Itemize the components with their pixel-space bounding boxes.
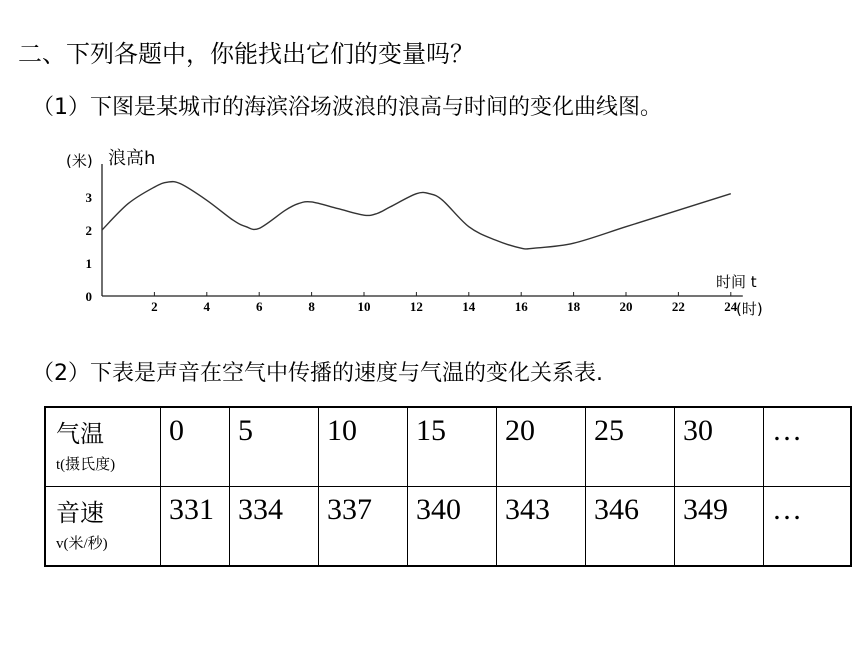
table-cell: 343	[497, 487, 586, 567]
table-cell: 5	[230, 407, 319, 487]
x-axis-label: 时间 t	[716, 273, 757, 291]
x-tick-label: 22	[671, 299, 685, 314]
row-header-unit: v(米/秒)	[56, 536, 108, 552]
table-row	[45, 407, 851, 487]
x-tick-label: 6	[255, 299, 263, 314]
x-tick-label: 24	[724, 299, 738, 314]
table-cell: 331	[161, 487, 230, 567]
table-cell: 334	[230, 487, 319, 567]
y-tick-label: 2	[85, 223, 92, 238]
chart-series	[102, 182, 731, 249]
y-tick-label: 0	[85, 289, 92, 304]
chart-axes	[102, 164, 743, 296]
page-heading: 二、下列各题中，你能找出它们的变量吗？	[18, 40, 474, 68]
table-cell: …	[764, 487, 852, 567]
row-header-unit: t(摄氏度)	[56, 457, 116, 473]
table-cell: 346	[586, 487, 675, 567]
y-axis-unit: (米)	[66, 152, 93, 170]
row-header-name: 气温	[56, 420, 104, 448]
x-axis-unit: (时)	[736, 300, 763, 318]
question-1-text: （1）下图是某城市的海滨浴场波浪的浪高与时间的变化曲线图。	[32, 95, 662, 120]
table-cell: 349	[675, 487, 764, 567]
x-tick-label: 16	[514, 299, 528, 314]
y-axis-label: 浪高h	[108, 148, 156, 169]
y-tick-label: 1	[85, 256, 92, 271]
y-tick-label: 3	[85, 190, 92, 205]
row-header-speed	[45, 487, 161, 567]
x-tick-label: 18	[567, 299, 581, 314]
table-cell: 0	[161, 407, 230, 487]
x-tick-label: 4	[203, 299, 211, 314]
table-cell: 25	[586, 407, 675, 487]
table-row	[45, 487, 851, 567]
row-header-temperature	[45, 407, 161, 487]
sound-speed-table	[44, 406, 852, 567]
table-cell: 340	[408, 487, 497, 567]
x-tick-label: 20	[619, 299, 633, 314]
table-cell: 10	[319, 407, 408, 487]
question-2-text: （2）下表是声音在空气中传播的速度与气温的变化关系表.	[32, 361, 603, 386]
x-tick-label: 12	[409, 299, 423, 314]
table-cell: …	[764, 407, 852, 487]
table-cell: 337	[319, 487, 408, 567]
wave-height-chart	[56, 140, 786, 325]
table-cell: 30	[675, 407, 764, 487]
x-tick-label: 10	[357, 299, 371, 314]
table-cell: 15	[408, 407, 497, 487]
table-cell: 20	[497, 407, 586, 487]
x-tick-label: 14	[462, 299, 476, 314]
x-tick-label: 8	[308, 299, 315, 314]
row-header-name: 音速	[56, 499, 104, 527]
wave-height-line	[102, 182, 731, 249]
x-tick-label: 2	[151, 299, 158, 314]
